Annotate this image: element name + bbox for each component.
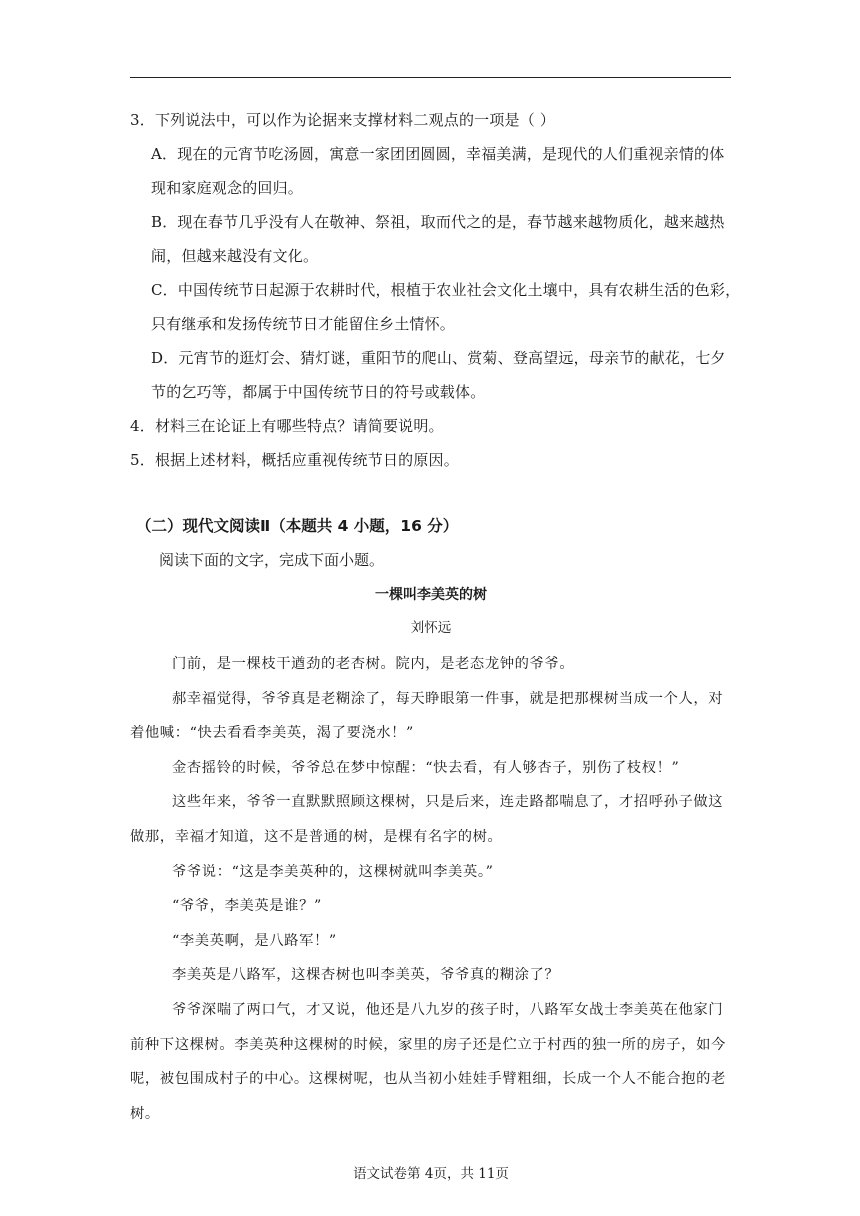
story-line: 郝幸福觉得，爷爷真是老糊涂了，每天睁眼第一件事，就是把那棵树当成一个人，对 — [172, 690, 724, 707]
option-b — [130, 205, 735, 273]
story-paragraph — [130, 993, 735, 1131]
option-d — [130, 341, 735, 409]
option-a-line-2: 现和家庭观念的回归。 — [151, 179, 304, 197]
page-footer: 语文试卷第 4页，共 11页 — [353, 1166, 509, 1182]
story-line: 前种下这棵树。李美英种这棵树的时候，家里的房子还是伫立于村西的独一所的房子，如今 — [130, 1036, 726, 1053]
story-author: 刘怀远 — [410, 620, 452, 636]
question-5: 5．根据上述材料，概括应重视传统节日的原因。 — [130, 451, 459, 469]
question-3-stem: 3．下列说法中，可以作为论据来支撑材料二观点的一项是（ ） — [130, 111, 556, 129]
story-paragraph — [130, 785, 735, 854]
story-paragraph — [130, 889, 735, 924]
story-body — [130, 647, 735, 1131]
story-line: 呢，被包围成村子的中心。这棵树呢，也从当初小娃娃手臂粗细，长成一个人不能合抱的老 — [130, 1071, 726, 1088]
option-a — [130, 137, 735, 205]
story-line: 门前，是一棵枝干遒劲的老杏树。院内，是老态龙钟的爷爷。 — [172, 656, 575, 672]
story-line: 这些年来，爷爷一直默默照顾这棵树，只是后来，连走路都喘息了，才招呼孙子做这 — [172, 794, 724, 811]
question-4: 4．材料三在论证上有哪些特点？请简要说明。 — [130, 417, 444, 435]
option-c — [130, 273, 741, 341]
story-line: “爷爷，李美英是谁？” — [172, 898, 322, 915]
reading-instruction: 阅读下面的文字，完成下面小题。 — [159, 551, 385, 569]
story-line: 李美英是八路军，这棵杏树也叫李美英，爷爷真的糊涂了？ — [172, 967, 560, 984]
option-b-line-2: 闹，但越来越没有文化。 — [151, 247, 319, 265]
story-line: 树。 — [130, 1105, 160, 1122]
story-line: 着他喊：“快去看看李美英，渴了要浇水！” — [130, 725, 414, 742]
option-c-line-1: C．中国传统节日起源于农耕时代，根植于农业社会文化土壤中，具有农耕生活的色彩， — [151, 281, 741, 299]
story-line: 爷爷说：“这是李美英种的，这棵树就叫李美英。” — [172, 863, 494, 880]
story-line: 爷爷深喘了两口气，才又说，他还是八九岁的孩子时，八路军女战士李美英在他家门 — [172, 1001, 724, 1018]
story-paragraph — [130, 855, 735, 890]
option-d-line-1: D．元宵节的逛灯会、猜灯谜，重阳节的爬山、赏菊、登高望远，母亲节的献花，七夕 — [151, 349, 726, 367]
option-d-line-2: 节的乞巧等，都属于中国传统节日的符号或载体。 — [151, 383, 486, 401]
story-paragraph — [130, 958, 735, 993]
option-b-line-1: B．现在春节几乎没有人在敬神、祭祖，取而代之的是，春节越来越物质化，越来越热 — [151, 213, 725, 231]
story-paragraph — [130, 682, 735, 751]
story-line: 金杏摇铃的时候，爷爷总在梦中惊醒：“快去看，有人够杏子，别伤了枝杈！” — [172, 759, 680, 776]
story-line: 做那，幸福才知道，这不是普通的树，是棵有名字的树。 — [130, 828, 503, 845]
option-c-line-2: 只有继承和发扬传统节日才能留住乡土情怀。 — [151, 315, 456, 333]
story-title: 一棵叫李美英的树 — [375, 587, 487, 603]
story-paragraph — [130, 751, 735, 786]
header-rule — [130, 77, 731, 78]
section-heading: （二）现代文阅读Ⅱ（本题共 4 小题，16 分） — [136, 517, 459, 535]
story-line: “李美英啊，是八路军！” — [172, 932, 337, 949]
story-paragraph — [130, 924, 735, 959]
question-3 — [130, 103, 741, 477]
story-paragraph — [130, 647, 735, 682]
option-a-line-1: A．现在的元宵节吃汤圆，寓意一家团团圆圆，幸福美满，是现代的人们重视亲情的体 — [151, 145, 725, 163]
